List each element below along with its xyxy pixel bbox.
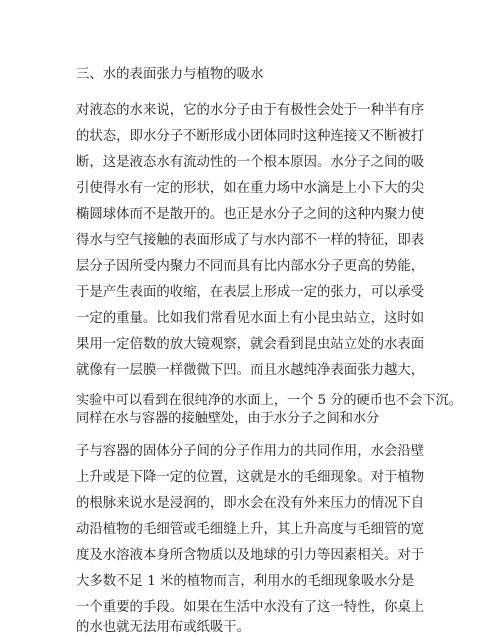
- paragraph-line: 的状态，即水分子不断形成小团体同时这种连接又不断被打: [76, 129, 425, 144]
- paragraph-line: 度及水溶液本身所含物质以及地球的引力等因素相关。对于: [76, 548, 425, 563]
- paragraph-line: 层分子因所受内聚力不同而具有比内部水分子更高的势能，: [76, 259, 425, 274]
- paragraph-line: 断，这是液态水有流动性的一个根本原因。水分子之间的吸: [76, 155, 425, 170]
- paragraph-line: 实验中可以看到在很纯净的水面上，一个 5 分的硬币也不会下沉。: [76, 393, 463, 408]
- paragraph-line: 子与容器的固体分子间的分子作用力的共同作用，水会沿壁: [76, 444, 425, 459]
- paragraph-line: 动沿植物的毛细管或毛细缝上升，其上升高度与毛细管的宽: [76, 522, 425, 537]
- paragraph-line: 引使得水有一定的形状，如在重力场中水滴是上小下大的尖: [76, 181, 425, 196]
- paragraph-line: 果用一定倍数的放大镜观察，就会看到昆虫站立处的水表面: [76, 337, 425, 352]
- paragraph-line: 一定的重量。比如我们常看见水面上有小昆虫站立，这时如: [76, 311, 425, 326]
- paragraph-line: 大多数不足 1 米的植物而言，利用水的毛细现象吸水分是: [76, 574, 415, 589]
- paragraph-line: 就像有一层膜一样微微下凹。而且水越纯净表面张力越大，: [76, 363, 425, 378]
- paragraph-line: 椭圆球体而不是散开的。也正是水分子之间的这种内聚力使: [76, 207, 425, 222]
- paragraph-line: 得水与空气接触的表面形成了与水内部不一样的特征，即表: [76, 233, 425, 248]
- paragraph-line: 的根脉来说水是浸润的，即水会在没有外来压力的情况下自: [76, 496, 425, 511]
- paragraph-line: 同样在水与容器的接触壁处，由于水分子之间和水分: [76, 411, 380, 426]
- paragraph-line: 的水也就无法用布或纸吸干。: [76, 620, 251, 635]
- paragraph-line: 对液态的水来说，它的水分子由于有极性会处于一种半有序: [76, 103, 425, 118]
- section-heading: 三、水的表面张力与植物的吸水: [76, 67, 264, 82]
- paragraph-line: 一个重要的手段。如果在生活中水没有了这一特性，你桌上: [76, 600, 425, 615]
- paragraph-line: 于是产生表面的收缩，在表层上形成一定的张力，可以承受: [76, 285, 425, 300]
- paragraph-line: 上升或是下降一定的位置，这就是水的毛细现象。对于植物: [76, 470, 425, 485]
